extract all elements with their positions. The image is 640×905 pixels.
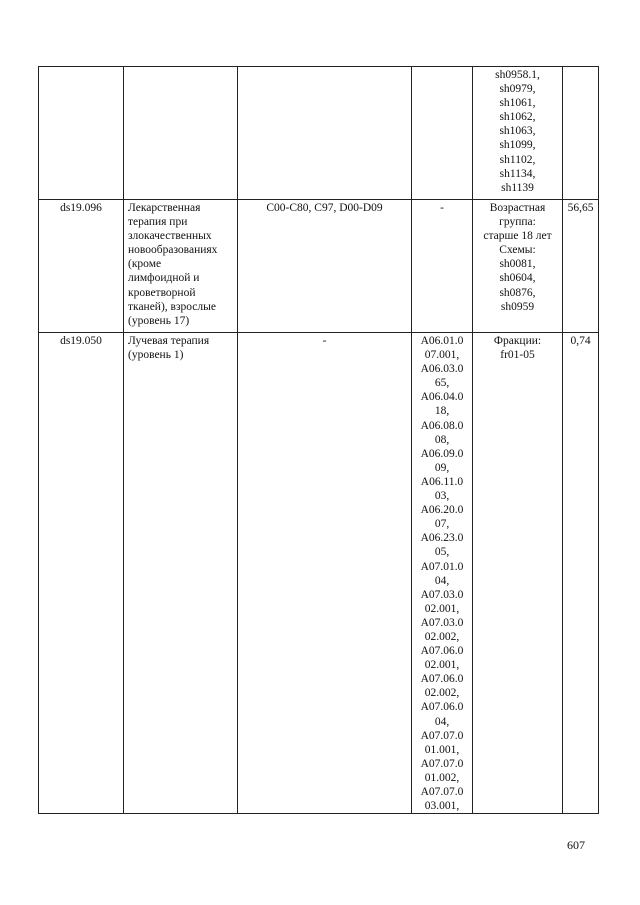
cell-line: sh1063,	[499, 125, 536, 138]
cell-line: A07.01.0	[420, 560, 464, 573]
service-code-cell	[412, 67, 473, 200]
cell-line: терапия при	[128, 216, 188, 229]
coefficient-cell	[563, 67, 599, 200]
cell-line: 08,	[434, 433, 450, 446]
cell-line: sh0876,	[499, 286, 536, 299]
cell-line: A07.06.0	[420, 673, 464, 686]
ksg-name-cell	[124, 67, 238, 200]
diagnosis-code-cell	[238, 67, 412, 200]
coefficient-cell: 56,65	[563, 200, 599, 333]
tariff-table	[38, 66, 599, 814]
criteria-cell	[473, 333, 563, 814]
cell-line: sh0959	[500, 300, 535, 313]
cell-line: A07.07.0	[420, 729, 464, 742]
cell-line: (кроме	[128, 258, 162, 271]
cell-line: 03,	[434, 490, 450, 503]
cell-line: A06.23.0	[420, 532, 464, 545]
cell-line: sh0958.1,	[495, 69, 540, 81]
cell-line: A06.04.0	[420, 391, 464, 404]
table-row	[39, 333, 599, 814]
diagnosis-code-cell: C00-C80, C97, D00-D09	[238, 200, 412, 333]
cell-line: Лучевая терапия	[128, 335, 210, 347]
table-row	[39, 200, 599, 333]
ksg-code-cell	[39, 67, 124, 200]
cell-line: тканей), взрослые	[128, 300, 216, 313]
cell-line: 09,	[434, 461, 450, 474]
cell-line: fr01-05	[500, 349, 535, 362]
cell-line: 01.002,	[424, 771, 460, 784]
cell-line: sh1062,	[499, 111, 536, 124]
cell-line: 02.002,	[424, 687, 460, 700]
cell-line: sh0081,	[499, 258, 536, 271]
page-number: 607	[567, 838, 585, 852]
cell-line: A06.01.0	[420, 335, 464, 347]
cell-line: 03.001,	[424, 800, 460, 813]
cell-line: Фракции:	[493, 335, 542, 347]
cell-line: sh1134,	[499, 167, 536, 180]
cell-line: 18,	[434, 405, 450, 418]
cell-line: sh1099,	[499, 139, 536, 152]
cell-line: старше 18 лет	[483, 230, 552, 243]
cell-line: группа:	[499, 216, 536, 229]
cell-line: A07.03.0	[420, 588, 464, 601]
cell-line: 65,	[434, 377, 450, 390]
cell-line: A07.06.0	[420, 645, 464, 658]
cell-line: A07.06.0	[420, 701, 464, 714]
cell-line: лимфоидной и	[128, 272, 200, 285]
table-row	[39, 67, 599, 200]
cell-line: 02.001,	[424, 602, 460, 615]
cell-line: A06.03.0	[420, 363, 464, 376]
cell-line: sh1139	[501, 181, 534, 194]
cell-line: A07.07.0	[420, 786, 464, 798]
cell-line: кроветворной	[128, 286, 196, 299]
cell-line: (уровень 17)	[128, 314, 190, 327]
ksg-code-cell: ds19.096	[39, 200, 124, 333]
cell-line: A06.20.0	[420, 504, 464, 517]
ksg-code-cell: ds19.050	[39, 333, 124, 814]
cell-line: 02.001,	[424, 659, 460, 672]
cell-line: sh0604,	[499, 272, 536, 285]
cell-line: A07.03.0	[420, 616, 464, 629]
coefficient-cell: 0,74	[563, 333, 599, 814]
service-code-cell	[412, 333, 473, 814]
cell-line: A06.11.0	[420, 475, 464, 488]
cell-line: sh0979,	[499, 83, 536, 96]
cell-line: 04,	[434, 715, 450, 728]
cell-line: Возрастная	[489, 202, 546, 214]
cell-line: A07.07.0	[420, 757, 464, 770]
cell-line: -	[440, 202, 444, 214]
cell-line: Лекарственная	[128, 202, 201, 214]
cell-line: 05,	[434, 546, 450, 559]
cell-line: 07,	[434, 518, 450, 531]
cell-line: 07.001,	[424, 349, 460, 362]
cell-line: злокачественных	[128, 230, 212, 243]
cell-line: 02.002,	[424, 630, 460, 643]
cell-line: (уровень 1)	[128, 349, 184, 362]
service-code-cell	[412, 200, 473, 333]
criteria-cell	[473, 67, 563, 200]
cell-line: Схемы:	[499, 244, 536, 257]
cell-line: sh1061,	[499, 97, 536, 110]
cell-line: A06.09.0	[420, 447, 464, 460]
cell-line: новообразованиях	[128, 244, 218, 257]
cell-line: 04,	[434, 574, 450, 587]
diagnosis-code-cell: -	[238, 333, 412, 814]
cell-line: sh1102,	[499, 153, 536, 166]
ksg-name-cell	[124, 333, 238, 814]
criteria-cell	[473, 200, 563, 333]
ksg-name-cell	[124, 200, 238, 333]
cell-line: 01.001,	[424, 743, 460, 756]
cell-line: A06.08.0	[420, 419, 464, 432]
